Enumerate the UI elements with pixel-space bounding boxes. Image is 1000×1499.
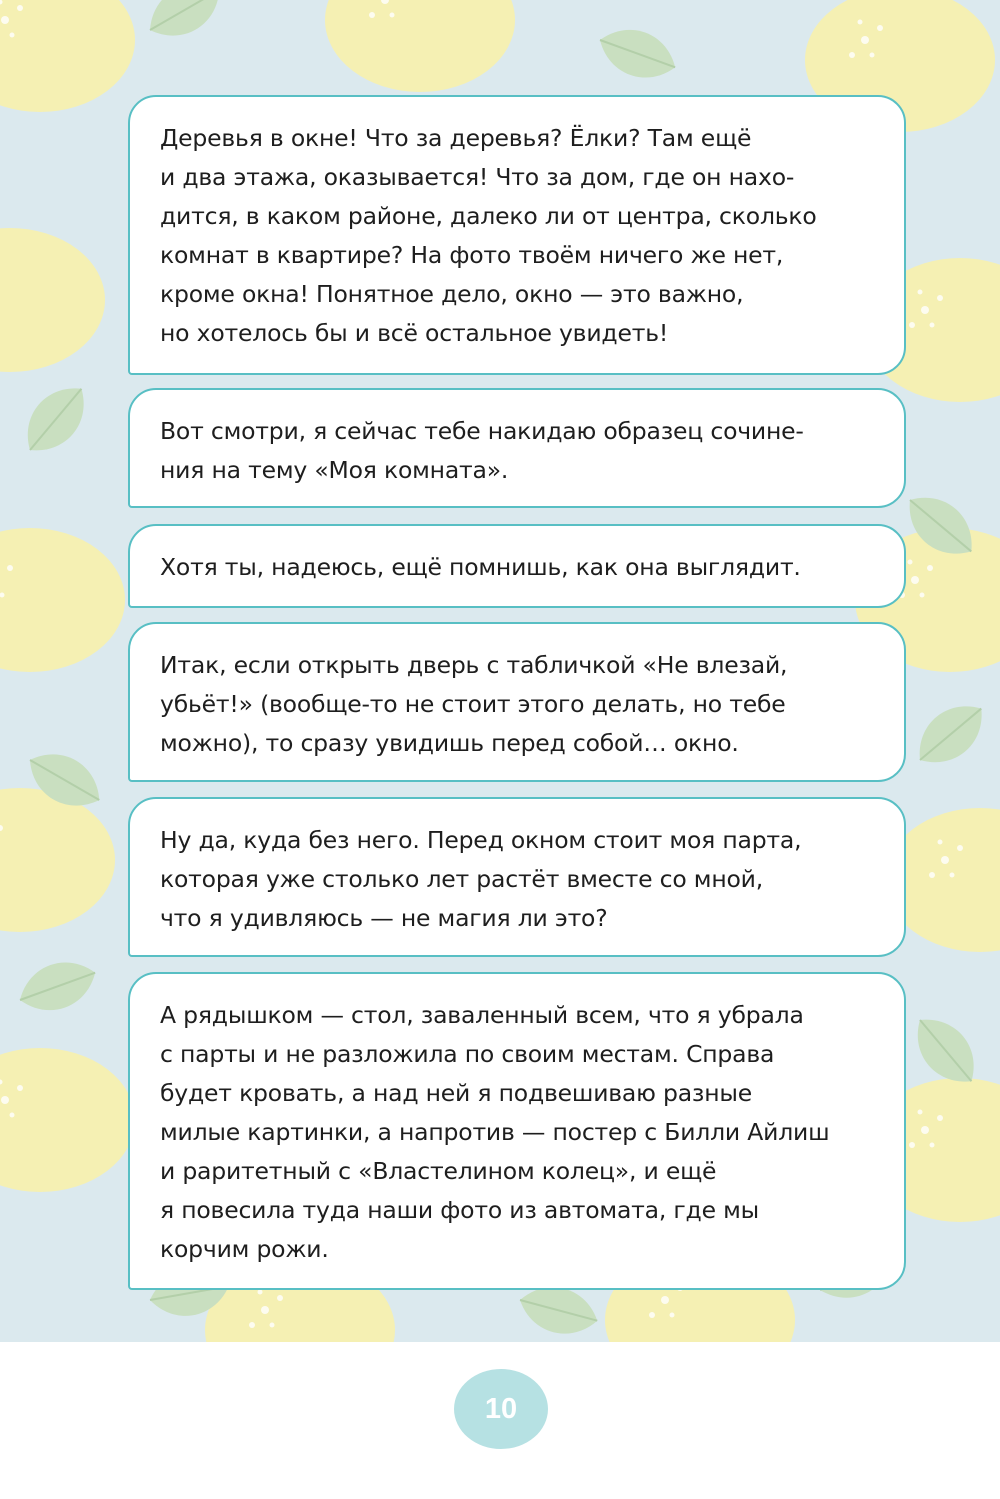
message-text: Итак, если открыть дверь с табличкой «Не влезай, убьёт!» (вообще-то не стоит этого делать, но тебе можно), то сразу увидишь перед собой… окно.: [160, 651, 788, 757]
chat-bubble: [128, 388, 906, 508]
page-number-badge: 10: [454, 1369, 548, 1449]
message-text: Деревья в окне! Что за деревья? Ёлки? Там ещё и два этажа, оказывается! Что за дом, где он нахо- дится, в каком районе, далеко ли от центра, сколько комнат в квартире? На фото твоём ничего же нет, кроме окна! Понятное дело, окно — это важно, но хотелось бы и всё остальное увидеть!: [160, 124, 817, 347]
message-text: Хотя ты, надеюсь, ещё помнишь, как она выглядит.: [160, 553, 801, 581]
chat-bubble: [128, 797, 906, 957]
message-text: Ну да, куда без него. Перед окном стоит моя парта, которая уже столько лет растёт вместе со мной, что я удивляюсь — не магия ли это?: [160, 826, 802, 932]
chat-bubble: [128, 95, 906, 375]
chat-bubble: [128, 972, 906, 1290]
message-text: А рядышком — стол, заваленный всем, что я убрала с парты и не разложила по своим местам. Справа будет кровать, а над ней я подвешиваю разные милые картинки, а напротив — постер с Билли Айлиш и раритетный с «Властелином колец», и ещё я повесила туда наши фото из автомата, где мы корчим рожи.: [160, 1001, 830, 1263]
chat-bubble: [128, 524, 906, 608]
message-text: Вот смотри, я сейчас тебе накидаю образец сочине- ния на тему «Моя комната».: [160, 417, 804, 484]
chat-bubble: [128, 622, 906, 782]
